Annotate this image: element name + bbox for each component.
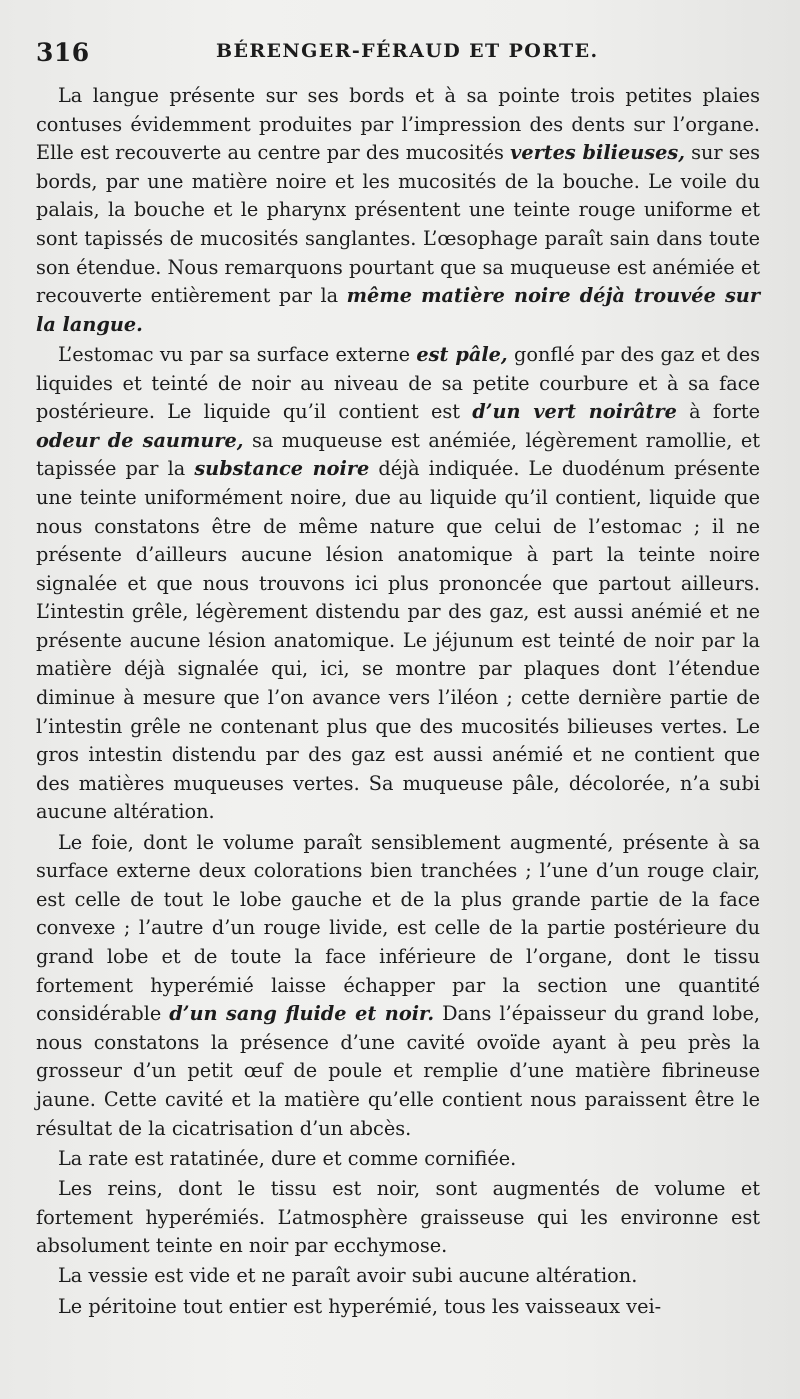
text-run: Les reins, dont le tissu est noir, sont augmentés de volume et fortement hyperémiés. L’atmosphère graisseuse qui les environne est absolument teinte en noir par ecchymose.	[36, 1176, 760, 1258]
text-run: gonflé par des gaz et des liquides et teinté de noir au niveau de sa petite courbure et à sa face postérieure. Le liquide qu’il contient est	[36, 342, 760, 424]
paragraph	[36, 1145, 760, 1174]
page-number: 316	[36, 38, 90, 67]
text-run: déjà indiquée. Le duodénum présente une teinte uniformément noire, due au liquide qu’il contient, liquide que nous constatons être de même nature que celui de l’estomac ; il ne présente d’ailleurs aucune lésion anatomique à part la teinte noire signalée et que nous trouvons ici plus prononcée que partout ailleurs. L’intestin grêle, légèrement distendu par des gaz, est aussi anémié et ne présente aucune lésion anatomique. Le jéjunum est teinté de noir par la matière déjà signalée qui, ici, se montre par plaques dont l’étendue diminue à mesure que l’on avance vers l’iléon ; cette dernière partie de l’intestin grêle ne contenant plus que des mucosités bilieuses vertes. Le gros intestin distendu par des gaz est aussi anémié et ne contient que des matières muqueuses vertes. Sa muqueuse pâle, décolorée, n’a subi aucune altération.	[36, 457, 761, 824]
running-head: BÉRENGER-FÉRAUD ET PORTE.	[216, 40, 599, 62]
text-run: à forte	[676, 400, 760, 424]
text-run: Dans l’épaisseur du grand lobe, nous constatons la présence d’une cavité ovoïde ayant à peu près la grosseur d’un petit œuf de poule et remplie d’une matière fibrineuse jaune. Cette cavité et la matière qu’elle contient nous paraissent être le résultat de la cicatrisation d’un abcès.	[36, 1002, 760, 1140]
body-text	[36, 82, 760, 1323]
text-run: sa muqueuse est anémiée, légèrement ramollie, et tapissée par la	[36, 428, 760, 481]
text-run: La rate est ratatinée, dure et comme cornifiée.	[58, 1146, 517, 1170]
italic-text-run: d’un vert noirâtre	[472, 400, 677, 424]
italic-text-run: vertes bilieuses,	[510, 141, 685, 165]
paragraph	[36, 82, 760, 339]
paragraph	[36, 1262, 760, 1291]
italic-text-run: d’un sang fluide et noir.	[169, 1002, 435, 1026]
text-run: La vessie est vide et ne paraît avoir subi aucune altération.	[58, 1264, 638, 1288]
italic-text-run: odeur de saumure,	[36, 428, 244, 452]
italic-text-run: est pâle,	[416, 342, 508, 366]
paragraph	[36, 829, 760, 1144]
paragraph	[36, 1293, 760, 1322]
text-run: Le péritoine tout entier est hyperémié, tous les vaisseaux vei-	[58, 1294, 662, 1318]
text-run: sur ses bords, par une matière noire et les mucosités de la bouche. Le voile du palais, la bouche et le pharynx présentent une teinte rouge uniforme et sont tapissés de mucosités sanglantes. L’œsophage paraît sain dans toute son étendue. Nous remarquons pourtant que sa muqueuse est anémiée et recouverte entièrement par la	[36, 141, 760, 308]
text-run: L’estomac vu par sa surface externe	[58, 342, 417, 366]
paragraph	[36, 341, 760, 827]
page-header	[36, 36, 760, 70]
text-run: Le foie, dont le volume paraît sensiblement augmenté, présente à sa surface externe deux colorations bien tranchées ; l’une d’un rouge clair, est celle de tout le lobe gauche et de la plus grande partie de la face convexe ; l’autre d’un rouge livide, est celle de la partie postérieure du grand lobe et de toute la face inférieure de l’organe, dont le tissu fortement hyperémié laisse échapper par la section une quantité considérable	[36, 830, 760, 1026]
text-run: La langue présente sur ses bords et à sa pointe trois petites plaies contuses évidemment produites par l’impression des dents sur l’organe. Elle est recouverte au centre par des mucosités	[36, 84, 760, 165]
italic-text-run: même matière noire déjà trouvée sur la langue.	[36, 284, 760, 336]
italic-text-run: substance noire	[194, 457, 370, 481]
paragraph	[36, 1175, 760, 1261]
